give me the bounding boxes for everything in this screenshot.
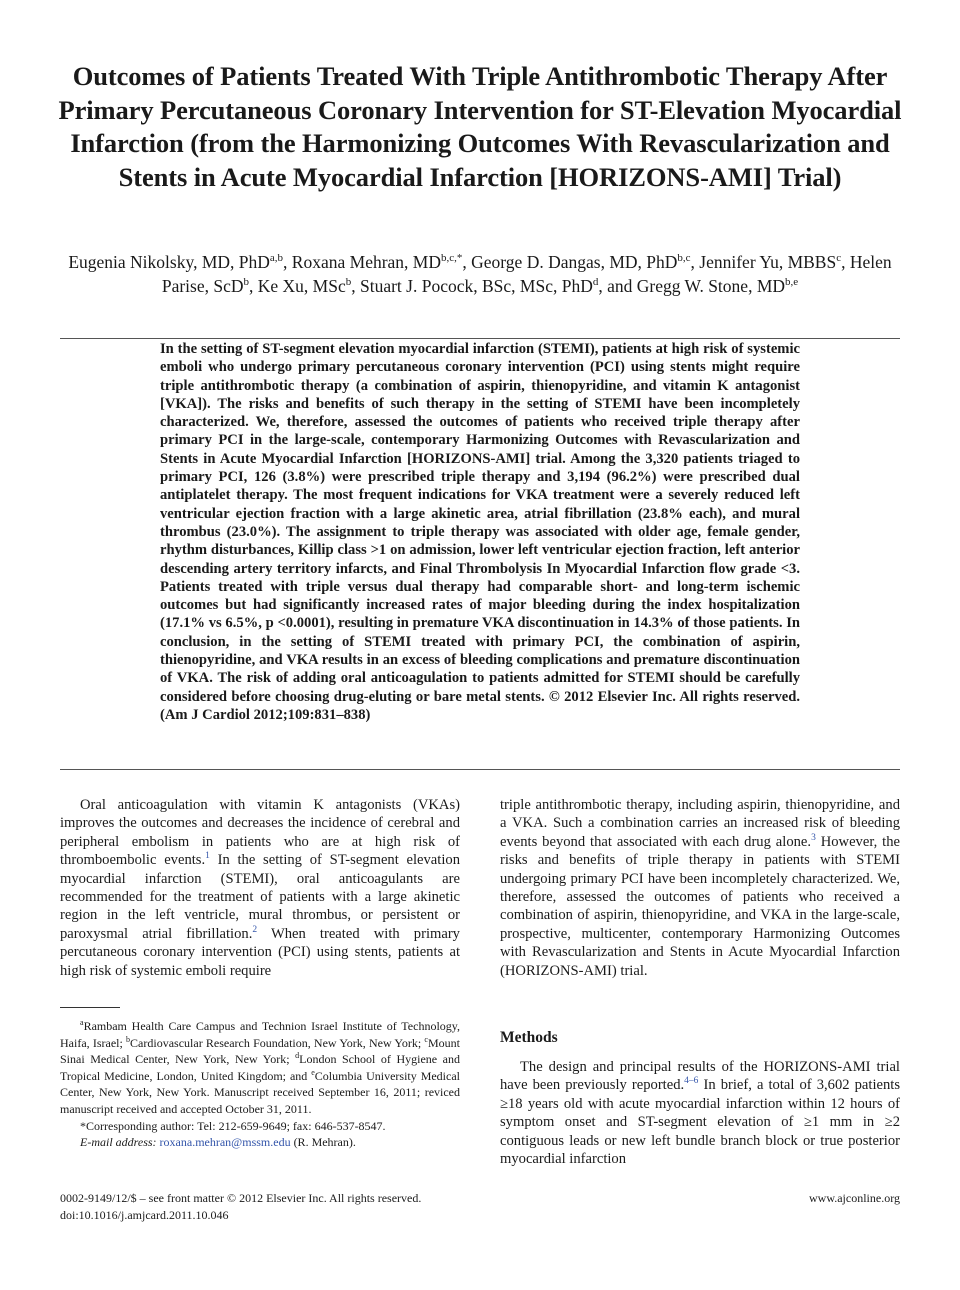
affiliation-key: a	[80, 1018, 84, 1027]
journal-website[interactable]: www.ajconline.org	[809, 1191, 900, 1205]
author-8-affiliation: b,e	[785, 275, 799, 288]
citation-link[interactable]: 2	[252, 924, 258, 935]
article-title: Outcomes of Patients Treated With Triple Antithrombotic Therapy After Primary Percutaneous Coronary Intervention for ST-Elevation Myocardial Infarction (from the Harmonizing Outcomes With Revascularization and Stents in Acute Myocardial Infarction [HORIZONS-AMI] Trial)	[58, 61, 902, 192]
author-separator: ,	[283, 252, 292, 272]
author-4: Jennifer Yu, MBBS	[699, 252, 837, 272]
affiliation-text: Cardiovascular Research Foundation, New York, New York;	[130, 1035, 425, 1050]
methods-paragraph	[500, 1058, 900, 1168]
author-separator: ,	[462, 252, 472, 272]
abstract: In the setting of ST-segment elevation myocardial infarction (STEMI), patients at high risk of systemic emboli who undergo primary percutaneous coronary intervention (PCI) using stents might require triple antithrombotic therapy (a combination of aspirin, thienopyridine, and vitamin K antagonist [VKA]). The risks and benefits of such therapy in the setting of STEMI have been incompletely characterized. We, therefore, assessed the outcomes of patients who received triple therapy after primary PCI in the large-scale, contemporary Harmonizing Outcomes with Revascularization and Stents in Acute Myocardial Infarction [HORIZONS-AMI] trial. Among the 3,320 patients triaged to primary PCI, 126 (3.8%) were prescribed triple therapy and 3,194 (96.2%) were prescribed dual antiplatelet therapy. The most frequent indications for VKA treatment were a severely reduced left ventricular ejection fraction with a large akinetic area, atrial fibrillation (23.8% each), and mural thrombus (23.0%). The assignment to triple therapy was associated with older age, female gender, rhythm disturbances, Killip class >1 on admission, lower left ventricular ejection fraction, left anterior descending artery territory infarcts, and Final Thrombolysis In Myocardial Infarction flow grade <3. Patients treated with triple versus dual therapy had comparable short- and long-term ischemic outcomes but had significantly increased rates of major bleeding during the index hospitalization (17.1% vs 6.5%, p <0.0001), resulting in premature VKA discontinuation in 14.3% of those patients. In conclusion, in the setting of STEMI treated with primary PCI, the combination of aspirin, thienopyridine, and VKA results in an excess of bleeding complications and premature discontinuation of VKA. The risk of adding oral anticoagulation to patients admitted for STEMI should be carefully considered before choosing drug-eluting or bare metal stents. © 2012 Elsevier Inc. All rights reserved. (Am J Cardiol 2012;109:831–838)	[160, 341, 800, 723]
abstract-top-rule	[60, 338, 900, 339]
affiliation-text: Rambam Health Care Campus and Technion Israel Institute of Technology, Haifa, Israel;	[60, 1019, 460, 1050]
email-suffix: (R. Mehran).	[290, 1135, 356, 1150]
email-link[interactable]: roxana.mehran@mssm.edu	[159, 1135, 291, 1150]
author-1-affiliation: a,b	[269, 252, 284, 265]
citation-link[interactable]: 4–6	[684, 1076, 699, 1087]
author-2: Roxana Mehran, MD	[291, 252, 441, 272]
citation-link[interactable]: 3	[811, 832, 816, 843]
author-1: Eugenia Nikolsky, MD, PhD	[68, 252, 270, 272]
author-4-affiliation: c	[836, 252, 842, 265]
corresponding-author: *Corresponding author: Tel: 212-659-9649; fax: 646-537-8547.	[80, 1118, 386, 1133]
intro-paragraph	[60, 796, 460, 980]
methods-heading: Methods	[500, 1029, 558, 1046]
author-3: George D. Dangas, MD, PhD	[471, 252, 678, 272]
body-column-right	[500, 796, 900, 980]
email-label: E-mail address:	[80, 1135, 157, 1150]
author-list	[60, 251, 900, 298]
author-5-affiliation: b	[243, 275, 249, 288]
author-2-affiliation: b,c,*	[441, 252, 463, 265]
affiliation-text: Mount Sinai Medical Center, New York, New York;	[60, 1035, 460, 1067]
methods-text: In brief, a total of 3,602 patients ≥18 years old with acute myocardial infarction within 12 hours of symptom onset and ST-segment elevation of ≥1 mm in ≥2 contiguous leads or new left bundle branch block or true posterior myocardial infarction	[500, 1077, 901, 1168]
footer-publication-info	[60, 1190, 421, 1223]
author-7: Stuart J. Pocock, BSc, MSc, PhD	[359, 275, 593, 296]
author-6: Ke Xu, MSc	[257, 275, 346, 296]
affiliation-key: d	[295, 1051, 300, 1061]
author-separator: ,	[690, 252, 700, 272]
affiliation-text: Columbia University Medical Center, New York, New York.	[60, 1068, 461, 1100]
author-separator: ,	[351, 275, 360, 296]
affiliation-key: c	[424, 1034, 428, 1044]
manuscript-dates: Manuscript received September 16, 2011; reviced manuscript received and accepted October 31, 2011.	[60, 1085, 461, 1116]
citation-link[interactable]: 1	[205, 851, 210, 862]
intro-text: In the setting of ST-segment elevation myocardial infarction (STEMI), oral anticoagulants are recommended for the treatment of patients with a large akinetic region in the left ventricle, mural thrombus, or persistent or paroxysmal atrial fibrillation.	[60, 852, 460, 942]
intro-paragraph-continued	[500, 796, 900, 980]
affiliation-text: London School of Hygiene and Tropical Medicine, London, United Kingdom; and	[60, 1052, 460, 1083]
footnote-rule	[60, 1007, 120, 1008]
abstract-bottom-rule	[60, 769, 900, 770]
affiliations	[60, 1018, 460, 1118]
intro-text: When treated with primary percutaneous coronary intervention (PCI) using stents, patients at high risk of systemic emboli require	[60, 925, 460, 979]
intro-text: However, the risks and benefits of triple therapy in patients with STEMI undergoing primary PCI have been incompletely characterized. We, therefore, assessed the outcomes of patients who received a combination of aspirin, thienopyridine, and VKA in the large-scale, prospective, multicenter, contemporary Harmonizing Outcomes with Revascularization and Stents in Acute Myocardial Infarction (HORIZONS-AMI) trial.	[500, 833, 900, 979]
affiliation-key: e	[311, 1067, 315, 1077]
author-6-affiliation: b	[345, 275, 352, 288]
methods-section	[500, 1058, 900, 1168]
author-5: Helen Parise, ScD	[161, 252, 892, 296]
author-separator: ,	[841, 252, 850, 272]
author-7-affiliation: d	[592, 275, 599, 288]
affiliation-key: b	[126, 1034, 131, 1044]
author-8: Gregg W. Stone, MD	[636, 275, 786, 296]
methods-text: The design and principal results of the HORIZONS-AMI trial have been previously reported.	[500, 1059, 900, 1094]
author-separator: ,	[249, 275, 258, 296]
author-separator: , and	[598, 275, 637, 296]
author-3-affiliation: b,c	[677, 252, 691, 265]
doi-line[interactable]: doi:10.1016/j.amjcard.2011.10.046	[60, 1207, 229, 1222]
intro-text: Oral anticoagulation with vitamin K antagonists (VKAs) improves the outcomes and decreases the incidence of cerebral and peripheral embolism in patients who are at high risk of thromboembolic events.	[60, 797, 460, 869]
intro-text: triple antithrombotic therapy, including aspirin, thienopyridine, and a VKA. Such a combination carries an increased risk of bleeding events beyond that associated with each drug alone.	[500, 797, 900, 850]
body-column-left	[60, 796, 460, 980]
email-line	[60, 1134, 460, 1151]
issn-line: 0002-9149/12/$ – see front matter © 2012 Elsevier Inc. All rights reserved.	[60, 1191, 422, 1205]
footnotes	[60, 1018, 460, 1151]
